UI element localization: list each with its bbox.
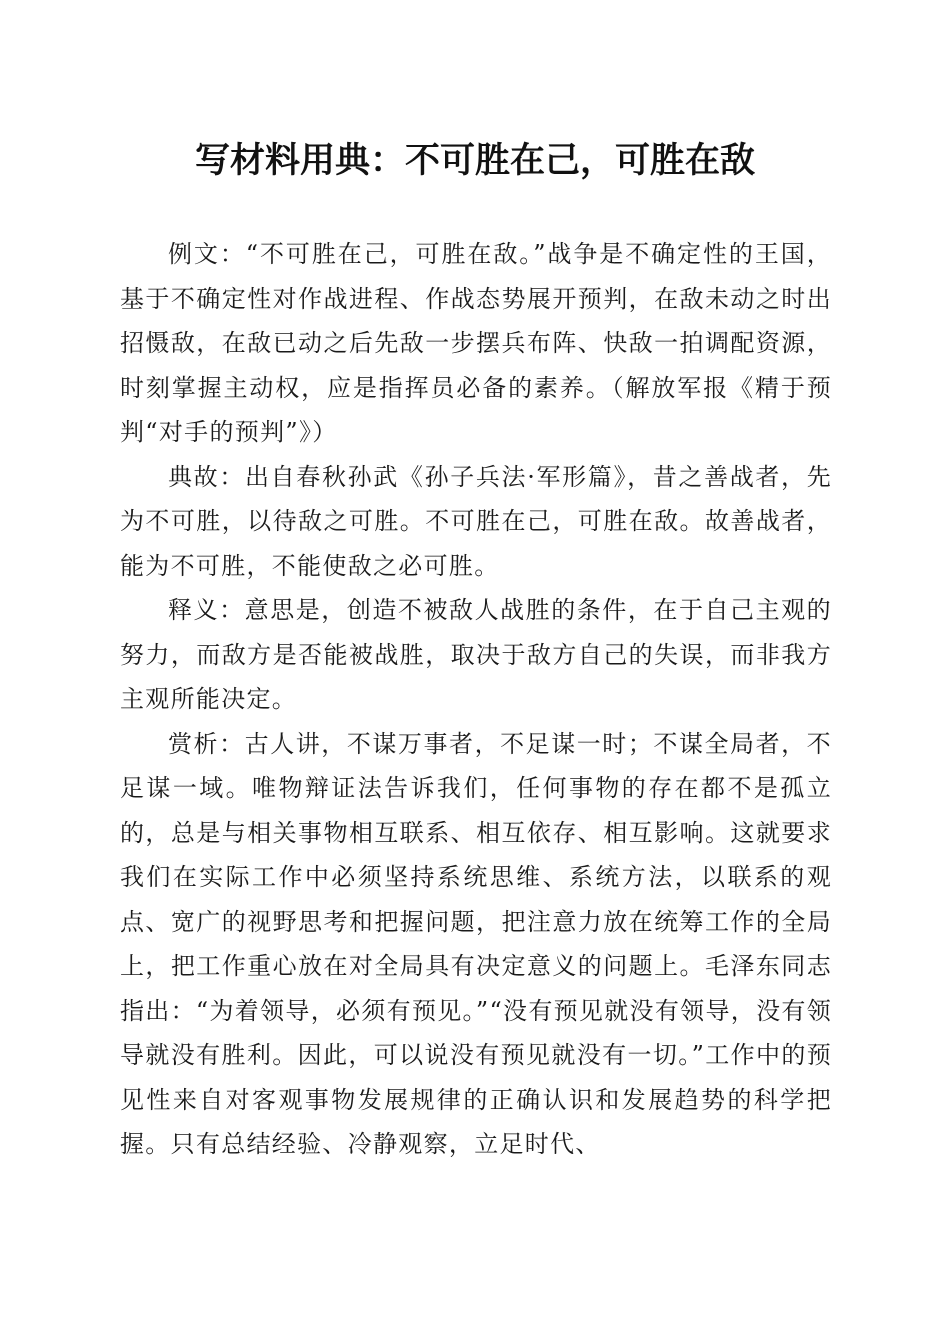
- document-body: [120, 232, 832, 1167]
- paragraph-allusion: 典故：出自春秋孙武《孙子兵法·军形篇》，昔之善战者，先为不可胜，以待敌之可胜。不可胜在己，可胜在敌。故善战者，能为不可胜，不能使敌之必可胜。: [120, 462, 832, 580]
- document-title: 写材料用典：不可胜在己，可胜在敌: [194, 140, 755, 181]
- paragraph-appreciation: 赏析：古人讲，不谋万事者，不足谋一时；不谋全局者，不足谋一域。唯物辩证法告诉我们，任何事物的存在都不是孤立的，总是与相关事物相互联系、相互依存、相互影响。这就要求我们在实际工作中必须坚持系统思维、系统方法，以联系的观点、宽广的视野思考和把握问题，把注意力放在统筹工作的全局上，把工作重心放在对全局具有决定意义的问题上。毛泽东同志指出：“为着领导，必须有预见。”“没有预见就没有领导，没有领导就没有胜利。因此，可以说没有预见就没有一切。”工作中的预见性来自对客观事物发展规律的正确认识和发展趋势的科学把握。只有总结经验、冷静观察，立足时代、: [120, 729, 832, 1158]
- paragraph-example: 例文：“不可胜在己，可胜在敌。”战争是不确定性的王国，基于不确定性对作战进程、作战态势展开预判，在敌未动之时出招慑敌，在敌已动之后先敌一步摆兵布阵、快敌一拍调配资源，时刻掌握主动权，应是指挥员必备的素养。（解放军报《精于预判“对手的预判”》）: [120, 240, 832, 446]
- paragraph-meaning: 释义：意思是，创造不被敌人战胜的条件，在于自己主观的努力，而敌方是否能被战胜，取决于敌方自己的失误，而非我方主观所能决定。: [120, 596, 832, 713]
